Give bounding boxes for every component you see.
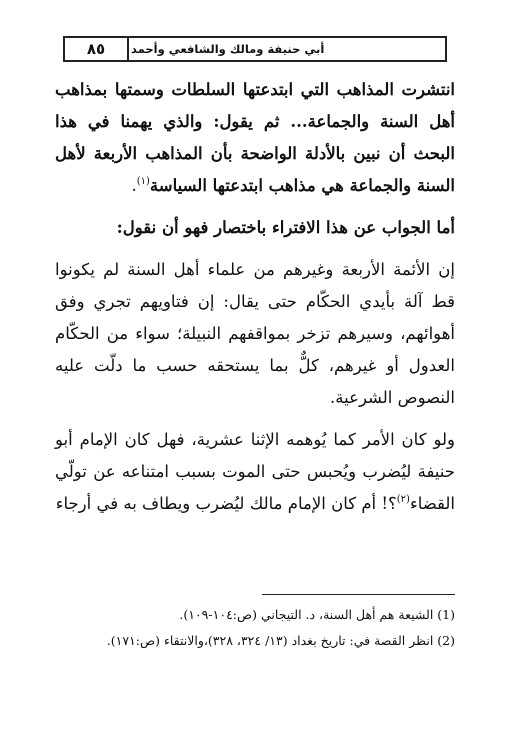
paragraph-1 bbox=[55, 74, 455, 202]
footnote-ref-1: (١) bbox=[136, 176, 150, 187]
footnote-ref-2: (٢) bbox=[396, 494, 410, 505]
paragraph-1-end: . bbox=[131, 176, 137, 195]
main-text bbox=[55, 74, 455, 520]
footnote-rule bbox=[262, 594, 455, 595]
paragraph-1-text: انتشرت المذاهب التي ابتدعتها السلطات وسمتها بمذاهب أهل السنة والجماعة... ثم يقول: والذي يهمنا في هذا البحث أن نبين بالأدلة الواضحة bbox=[55, 80, 455, 163]
footnote-2: (2) انظر القصة في: تاريخ بغداد (١٣/ ٣٢٤، ٣٢٨)،والانتقاء (ص:١٧١). bbox=[106, 633, 455, 648]
page-header bbox=[63, 36, 447, 62]
paragraph-1-claim: بأن المذاهب الأربعة لأهل السنة والجماعة هي مذاهب ابتدعتها السياسة bbox=[55, 144, 455, 195]
paragraph-4-text: ولو كان الأمر كما يُوهمه الإثنا عشرية، فهل كان الإمام أبو حنيفة ليُضرب ويُحبس حتى الموت بسبب امتناعه عن تولّي القضاء bbox=[55, 430, 455, 513]
footnotes bbox=[55, 602, 455, 654]
footnote-1: (1) الشيعة هم أهل السنة، د. التيجاني (ص:١٠٤-١٠٩). bbox=[179, 607, 455, 622]
paragraph-3: إن الأئمة الأربعة وغيرهم من علماء أهل السنة لم يكونوا قط آلة بأيدي الحكّام حتى يقال: إن فتاويهم تجري وفق أهوائهم، وسيرهم تزخر بمواقفهم النبيلة؛ سواء من الحكّام العدول أو غيرهم، كلٌّ بما يستحقه حسب ما دلّت عليه النصوص الشرعية. bbox=[55, 260, 455, 407]
page-number: ٨٥ bbox=[86, 40, 106, 58]
header-divider bbox=[127, 38, 129, 60]
paragraph-4-tail: ؟! أم كان الإمام مالك ليُضرب ويطاف به في أرجاء bbox=[55, 494, 397, 513]
paragraph-4 bbox=[55, 424, 455, 520]
running-title: أبي حنيفة ومالك والشافعي وأحمد bbox=[131, 42, 325, 56]
paragraph-2-heading: أما الجواب عن هذا الافتراء باختصار فهو أن نقول: bbox=[116, 218, 455, 237]
